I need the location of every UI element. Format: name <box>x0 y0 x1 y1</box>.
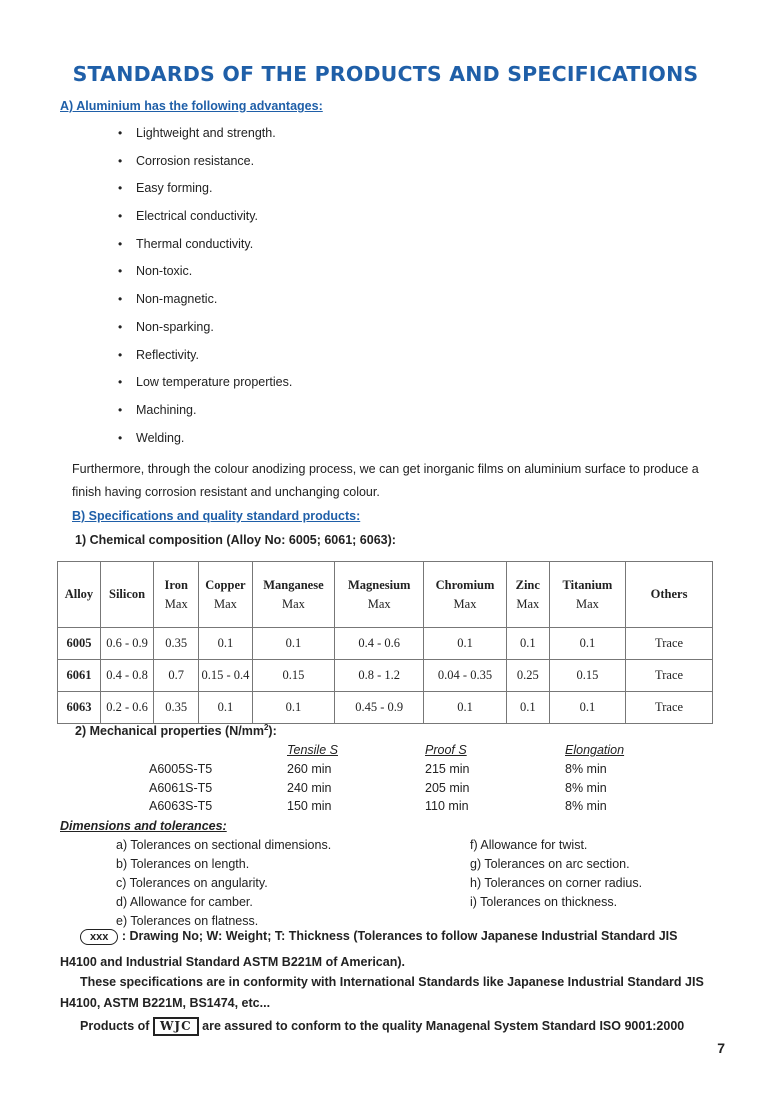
chem-table-cell: 0.35 <box>154 692 199 724</box>
chem-table-cell: 0.45 - 0.9 <box>335 692 424 724</box>
mech-heading-suffix: ): <box>268 724 277 739</box>
mech-col-proof <box>425 743 467 757</box>
chem-table-cell: 0.4 - 0.8 <box>100 660 153 692</box>
chem-table-cell: 0.8 - 1.2 <box>335 660 424 692</box>
chem-table-cell: 0.35 <box>154 628 199 660</box>
mech-value: 205 min <box>425 780 470 795</box>
chem-table-header-row <box>58 562 713 628</box>
chem-table-cell: 0.1 <box>549 628 625 660</box>
bullet-icon: • <box>118 402 123 417</box>
chem-table-cell: 0.1 <box>424 628 507 660</box>
bullet-icon: • <box>118 126 123 140</box>
advantage-text: Lightweight and strength. <box>136 126 276 140</box>
chem-header-cell <box>199 562 252 628</box>
bullet-icon: • <box>118 347 123 362</box>
chem-header-name: Chromium <box>435 577 495 592</box>
chem-table-cell: 0.1 <box>549 692 625 724</box>
mech-alloy-label: A6005S-T5 <box>149 762 213 776</box>
advantage-text: Corrosion resistance. <box>136 153 255 168</box>
chem-header-name: Magnesium <box>347 577 411 592</box>
chem-header-sub: Max <box>164 596 188 611</box>
chem-header-sub: Max <box>367 596 391 611</box>
bullet-icon: • <box>118 209 123 224</box>
bullet-icon: • <box>118 375 123 390</box>
chem-header-cell <box>506 562 549 628</box>
chemical-composition-heading: 1) Chemical composition (Alloy No: 6005; 6061; 6063): <box>75 533 396 547</box>
advantage-text: Non-magnetic. <box>136 292 218 307</box>
chem-table-cell: 0.1 <box>199 628 252 660</box>
mech-col-tensile <box>287 743 338 757</box>
chem-header-sub: Max <box>281 596 305 611</box>
mech-value: 215 min <box>425 762 470 776</box>
chem-table-cell: 0.1 <box>424 692 507 724</box>
mech-value: 8% min <box>565 799 607 813</box>
chem-table-cell: Trace <box>626 660 713 692</box>
mech-value: 260 min <box>287 762 332 776</box>
note-line-2: H4100 and Industrial Standard ASTM B221M of American). <box>60 955 405 969</box>
mech-heading-prefix: 2) Mechanical properties (N/mm <box>75 724 264 739</box>
chem-table-cell: 0.1 <box>506 692 549 724</box>
chem-table-cell: 0.1 <box>199 692 252 724</box>
bullet-icon: • <box>118 430 123 445</box>
advantage-text: Machining. <box>136 402 197 417</box>
chem-header-cell <box>58 562 101 628</box>
chemical-composition-table <box>57 561 713 724</box>
chem-table-cell: 6061 <box>58 660 101 692</box>
chem-table-cell: 6063 <box>58 692 101 724</box>
note-line-4: H4100, ASTM B221M, BS1474, etc... <box>60 996 271 1010</box>
chem-table-row <box>58 660 713 692</box>
advantage-item <box>118 124 292 152</box>
note-line-5-suffix: are assured to conform to the quality Managenal System Standard ISO 9001:2000 <box>202 1019 685 1033</box>
tolerance-item: d) Allowance for camber. <box>116 895 253 909</box>
chem-table-cell: 0.15 <box>252 660 335 692</box>
chem-header-name: Manganese <box>263 577 324 592</box>
page-title: STANDARDS OF THE PRODUCTS AND SPECIFICATIONS <box>72 62 699 86</box>
note-line-3: These specifications are in conformity with International Standards like Japanese Industrial Standard JIS <box>80 975 704 989</box>
advantages-list <box>118 124 292 456</box>
note-line-5 <box>80 1017 684 1036</box>
chem-table-cell: 0.4 - 0.6 <box>335 628 424 660</box>
xxx-badge: xxx <box>80 929 118 945</box>
note-line-1-text: : Drawing No; W: Weight; T: Thickness (Tolerances to follow Japanese Industrial Standard JIS <box>118 929 678 943</box>
advantage-item <box>118 401 292 429</box>
advantage-item <box>118 262 292 290</box>
mech-heading-sup: 2 <box>263 723 269 732</box>
chem-header-sub: Max <box>213 596 237 611</box>
advantage-text: Reflectivity. <box>136 347 199 362</box>
advantage-text: Electrical conductivity. <box>136 209 259 224</box>
advantage-text: Non-sparking. <box>136 319 214 334</box>
chem-header-name: Titanium <box>562 577 613 592</box>
chem-table-cell: 0.15 <box>549 660 625 692</box>
chem-table-cell: 0.1 <box>252 628 335 660</box>
mech-value: 8% min <box>565 780 607 795</box>
mech-alloy-label: A6061S-T5 <box>149 780 213 795</box>
chem-table-cell: 0.04 - 0.35 <box>424 660 507 692</box>
chem-table-cell: 0.15 - 0.4 <box>199 660 252 692</box>
chem-header-cell <box>100 562 153 628</box>
chem-header-sub: Max <box>453 596 477 611</box>
advantage-text: Easy forming. <box>136 181 213 196</box>
dimensions-heading: Dimensions and tolerances: <box>60 819 227 833</box>
mechanical-properties-heading <box>75 723 277 738</box>
mech-value: 8% min <box>565 762 607 776</box>
chem-table-row <box>58 692 713 724</box>
section-a-heading: A) Aluminium has the following advantages: <box>60 99 323 113</box>
mech-col-elongation-label: Elongation <box>565 743 625 757</box>
chem-header-name: Copper <box>205 577 246 592</box>
advantage-item <box>118 152 292 180</box>
chem-header-cell <box>252 562 335 628</box>
tolerance-item: b) Tolerances on length. <box>116 857 250 871</box>
chem-table-cell: 0.25 <box>506 660 549 692</box>
mech-col-proof-label: Proof S <box>425 743 467 757</box>
chem-header-cell <box>626 562 713 628</box>
chem-header-sub: Max <box>575 596 599 611</box>
chem-header-sub: Max <box>516 596 540 611</box>
chem-table-cell: 0.2 - 0.6 <box>100 692 153 724</box>
bullet-icon: • <box>118 292 123 307</box>
page-number: 7 <box>717 1040 725 1056</box>
tolerance-item: c) Tolerances on angularity. <box>116 876 268 890</box>
chem-header-name: Zinc <box>515 577 540 592</box>
chem-table-cell: 0.1 <box>252 692 335 724</box>
bullet-icon: • <box>118 319 123 334</box>
advantage-item <box>118 346 292 374</box>
chem-header-name: Alloy <box>64 587 94 601</box>
chem-table-cell: 0.6 - 0.9 <box>100 628 153 660</box>
tolerance-item: g) Tolerances on arc section. <box>470 857 630 871</box>
chem-header-cell <box>154 562 199 628</box>
advantage-item <box>118 207 292 235</box>
chem-header-cell <box>335 562 424 628</box>
section-b-heading: B) Specifications and quality standard products: <box>72 509 361 523</box>
anodizing-paragraph: Furthermore, through the colour anodizing process, we can get inorganic films on aluminium surface to produce a finish having corrosion resistant and unchanging colour. <box>72 462 699 499</box>
tolerance-item: h) Tolerances on corner radius. <box>470 876 643 890</box>
mech-col-tensile-label: Tensile S <box>287 743 338 757</box>
chem-table-cell: 6005 <box>58 628 101 660</box>
mech-value: 150 min <box>287 799 332 813</box>
advantage-item <box>118 179 292 207</box>
chem-header-cell <box>424 562 507 628</box>
advantage-item <box>118 318 292 346</box>
tolerance-item: i) Tolerances on thickness. <box>470 895 618 909</box>
advantage-text: Thermal conductivity. <box>136 236 254 251</box>
advantage-text: Low temperature properties. <box>136 375 293 390</box>
chem-table-cell: 0.1 <box>506 628 549 660</box>
note-line-1 <box>80 929 677 945</box>
advantage-text: Non-toxic. <box>136 264 193 279</box>
chem-table-row <box>58 628 713 660</box>
chem-table-cell: Trace <box>626 628 713 660</box>
chem-header-name: Others <box>650 587 688 601</box>
advantage-item <box>118 429 292 457</box>
advantage-item <box>118 235 292 263</box>
note-line-5-prefix: Products of <box>80 1019 150 1033</box>
bullet-icon: • <box>118 264 123 279</box>
advantage-text: Welding. <box>136 430 185 445</box>
chem-header-name: Silicon <box>109 587 146 601</box>
chem-table-cell: Trace <box>626 692 713 724</box>
tolerance-item: f) Allowance for twist. <box>470 838 588 852</box>
mech-value: 110 min <box>425 799 469 813</box>
bullet-icon: • <box>118 181 123 196</box>
advantage-item <box>118 290 292 318</box>
mech-value: 240 min <box>287 780 332 795</box>
chem-table-cell: 0.7 <box>154 660 199 692</box>
mech-col-elongation <box>565 743 624 757</box>
wjc-logo: WJC <box>153 1017 199 1036</box>
chem-header-cell <box>549 562 625 628</box>
chem-header-name: Iron <box>164 577 188 592</box>
mech-alloy-label: A6063S-T5 <box>149 799 213 813</box>
bullet-icon: • <box>118 153 123 168</box>
tolerance-item: e) Tolerances on flatness. <box>116 914 259 928</box>
bullet-icon: • <box>118 236 123 251</box>
advantage-item <box>118 373 292 401</box>
tolerance-item: a) Tolerances on sectional dimensions. <box>116 838 332 852</box>
